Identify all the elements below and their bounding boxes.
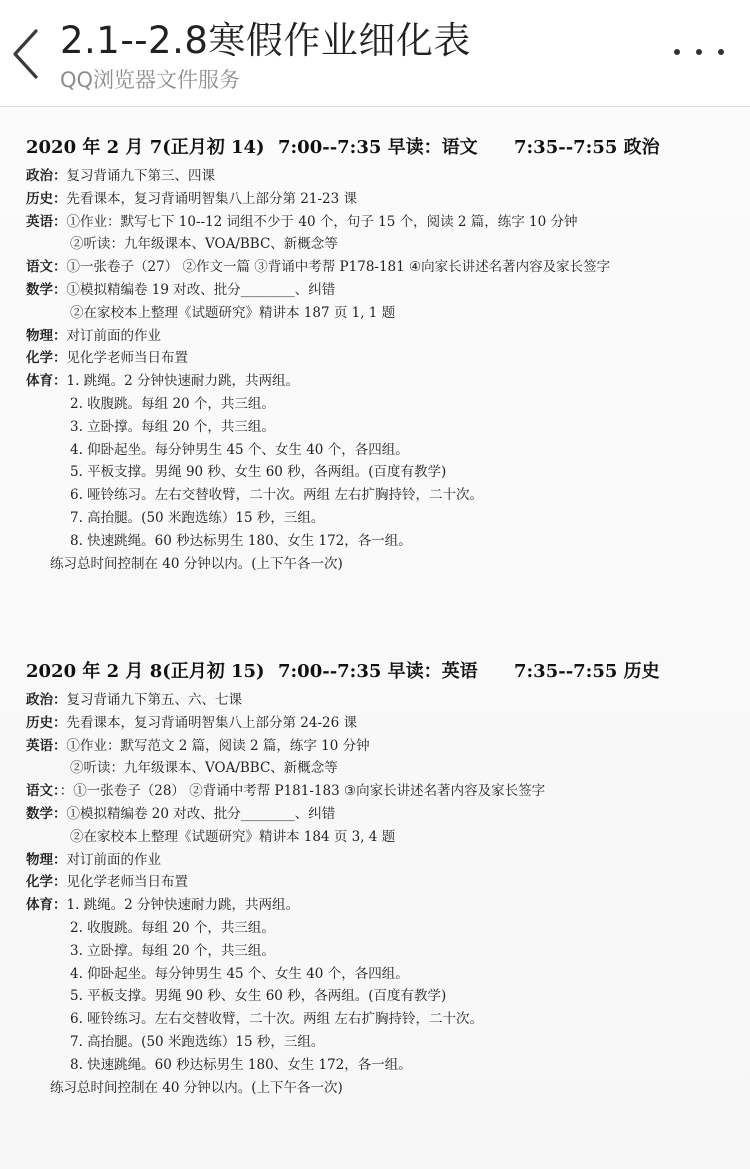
subject-label: 体育： — [26, 373, 67, 390]
assignment-row — [70, 940, 750, 962]
assignment-text: 见化学老师当日布置 — [66, 350, 188, 367]
second-period-time: 7:35--7:55 历史 — [514, 661, 660, 682]
assignment-row — [70, 233, 750, 255]
subject-label: 英语： — [26, 213, 67, 230]
subject-label: 化学： — [26, 350, 67, 367]
subject-label: 政治： — [26, 168, 67, 184]
assignment-row — [70, 507, 750, 529]
assignment-row — [70, 1008, 750, 1030]
exercise-summary: 练习总时间控制在 40 分钟以内。(上下午各一次) — [50, 555, 343, 572]
assignment-text: ②听读：九年级课本、VOA/BBC、新概念等 — [70, 236, 338, 253]
assignment-row — [70, 1031, 750, 1053]
assignment-row — [26, 211, 736, 233]
assignment-text: 1. 跳绳。2 分钟快速耐力跳，共两组。 — [66, 373, 300, 390]
document-source: QQ浏览器文件服务 — [60, 68, 241, 92]
morning-reading-time: 7:00--7:35 早读：英语 — [278, 661, 478, 682]
subject-label: 数学： — [26, 282, 67, 298]
assignment-text: 先看课本，复习背诵明智集八上部分第 24-26 课 — [66, 714, 357, 731]
subject-label: 语文： — [26, 783, 60, 800]
subject-label: 化学： — [26, 874, 67, 891]
assignment-row — [70, 963, 750, 985]
assignment-text: ②在家校本上整理《试题研究》精讲本 187 页 1, 1 题 — [70, 304, 396, 321]
assignment-row — [26, 325, 736, 347]
day-section — [0, 653, 750, 1123]
assignment-text: ①作业：默写七下 10--12 词组不少于 40 个，句子 15 个，阅读 2 篇，练字 10 分钟 — [66, 213, 578, 230]
assignment-row — [70, 302, 750, 324]
assignment-text: 3. 立卧撑。每组 20 个，共三组。 — [70, 942, 275, 959]
assignment-text: ②在家校本上整理《试题研究》精讲本 184 页 3, 4 题 — [70, 828, 396, 845]
document-title: 2.1--2.8寒假作业细化表 — [60, 19, 471, 62]
assignment-row — [26, 849, 736, 871]
assignment-row — [26, 780, 736, 802]
assignment-text: 复习背诵九下第三、四课 — [66, 168, 215, 184]
second-period-time: 7:35--7:55 政治 — [514, 137, 660, 158]
assignment-row — [26, 712, 736, 734]
assignment-text: 1. 跳绳。2 分钟快速耐力跳，共两组。 — [66, 897, 300, 914]
assignment-text: 对订前面的作业 — [66, 851, 161, 868]
more-options-button[interactable] — [674, 40, 724, 64]
subject-label: 历史： — [26, 714, 67, 731]
assignment-text: 2. 收腹跳。每组 20 个，共三组。 — [70, 920, 275, 936]
chevron-left-icon — [10, 27, 40, 81]
subject-label: 语文： — [26, 259, 67, 276]
assignment-row — [26, 735, 736, 757]
day-date: 2020 年 2 月 8(正月初 15) — [26, 661, 265, 682]
top-bar — [0, 0, 750, 107]
assignment-row — [70, 826, 750, 848]
subject-label: 物理： — [26, 851, 67, 868]
assignment-row — [70, 917, 750, 939]
assignment-text: 5. 平板支撑。男绳 90 秒、女生 60 秒，各两组。(百度有教学) — [70, 988, 447, 1005]
assignment-row — [26, 347, 736, 369]
assignment-row — [26, 894, 736, 916]
assignment-row — [26, 279, 736, 301]
subject-label: 数学： — [26, 806, 67, 822]
assignment-row — [26, 871, 736, 893]
assignment-text: 复习背诵九下第五、六、七课 — [66, 692, 242, 708]
subject-label: 物理： — [26, 327, 67, 344]
exercise-summary: 练习总时间控制在 40 分钟以内。(上下午各一次) — [50, 1079, 343, 1096]
assignment-row — [70, 530, 750, 552]
assignment-row — [70, 439, 750, 461]
assignment-text: 6. 哑铃练习。左右交替收臂，二十次。两组 左右扩胸持铃，二十次。 — [70, 487, 483, 504]
assignment-text: 7. 高抬腿。(50 米跑选练）15 秒，三组。 — [70, 510, 325, 526]
assignment-text: 见化学老师当日布置 — [66, 874, 188, 891]
assignment-text: 4. 仰卧起坐。每分钟男生 45 个、女生 40 个，各四组。 — [70, 965, 409, 982]
assignment-text: 5. 平板支撑。男绳 90 秒、女生 60 秒，各两组。(百度有教学) — [70, 464, 447, 481]
assignment-text: ①作业：默写范文 2 篇，阅读 2 篇，练字 10 分钟 — [66, 737, 370, 754]
assignment-text: 先看课本，复习背诵明智集八上部分第 21-23 课 — [66, 190, 357, 207]
assignment-row — [26, 188, 736, 210]
assignment-text: ①模拟精编卷 20 对改、批分________、纠错 — [66, 806, 336, 822]
assignment-row — [70, 757, 750, 779]
assignment-row — [26, 256, 736, 278]
assignment-row — [70, 461, 750, 483]
assignment-row — [26, 803, 736, 825]
assignment-text: 6. 哑铃练习。左右交替收臂，二十次。两组 左右扩胸持铃，二十次。 — [70, 1011, 483, 1028]
assignment-text: 3. 立卧撑。每组 20 个，共三组。 — [70, 418, 275, 435]
assignment-text: 7. 高抬腿。(50 米跑选练）15 秒，三组。 — [70, 1034, 325, 1050]
assignment-row — [26, 165, 736, 187]
assignment-row — [70, 416, 750, 438]
day-section — [0, 129, 750, 599]
assignment-row — [70, 393, 750, 415]
assignment-text: 4. 仰卧起坐。每分钟男生 45 个、女生 40 个，各四组。 — [70, 441, 409, 458]
morning-reading-time: 7:00--7:35 早读：语文 — [278, 137, 478, 158]
document-page — [0, 107, 750, 1169]
subject-label: 政治： — [26, 692, 67, 708]
assignment-row — [26, 689, 736, 711]
day-date: 2020 年 2 月 7(正月初 14) — [26, 137, 265, 158]
assignment-text: 2. 收腹跳。每组 20 个，共三组。 — [70, 396, 275, 412]
assignment-row — [70, 484, 750, 506]
assignment-text: 8. 快速跳绳。60 秒达标男生 180、女生 172，各一组。 — [70, 532, 412, 549]
assignment-text: 对订前面的作业 — [66, 327, 161, 344]
assignment-text: ①一张卷子（27） ②作文一篇 ③背诵中考帮 P178-181 ④向家长讲述名著内容及家长签字 — [66, 259, 611, 276]
day-header — [26, 653, 726, 687]
assignment-text: ②听读：九年级课本、VOA/BBC、新概念等 — [70, 760, 338, 777]
day-header — [26, 129, 726, 163]
back-button[interactable] — [2, 22, 48, 86]
assignment-text: 8. 快速跳绳。60 秒达标男生 180、女生 172，各一组。 — [70, 1056, 412, 1073]
assignment-row — [70, 1054, 750, 1076]
assignment-row — [26, 370, 736, 392]
more-dot-icon — [674, 49, 680, 55]
assignment-row — [70, 985, 750, 1007]
more-dot-icon — [718, 49, 724, 55]
more-dot-icon — [696, 49, 702, 55]
assignment-text: ①模拟精编卷 19 对改、批分________、纠错 — [66, 282, 336, 298]
subject-label: 体育： — [26, 897, 67, 914]
subject-label: 英语： — [26, 737, 67, 754]
subject-label: 历史： — [26, 190, 67, 207]
assignment-text: ：①一张卷子（28） ②背诵中考帮 P181-183 ③向家长讲述名著内容及家长签字 — [59, 783, 546, 800]
